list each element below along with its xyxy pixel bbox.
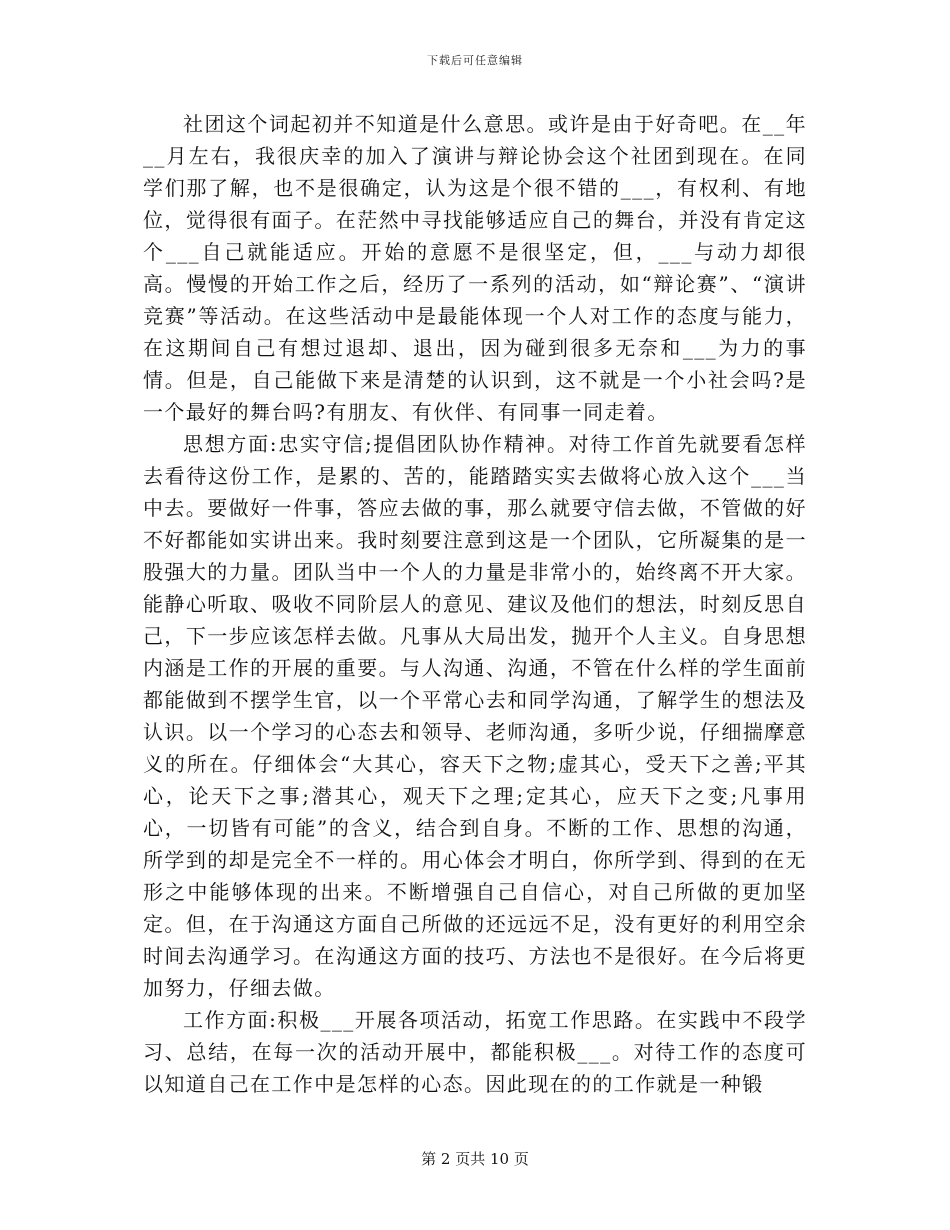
page-header-note: 下载后可任意编辑 [427,54,523,67]
paragraph-club-intro: 社团这个词起初并不知道是什么意思。或许是由于好奇吧。在__年__月左右，我很庆幸的加入了演讲与辩论协会这个社团到现在。在同学们那了解，也不是很确定，认为这是个很不错的___，有权利、有地位，觉得很有面子。在茫然中寻找能够适应自己的舞台，并没有肯定这个___自己就能适应。开始的意愿不是很坚定，但，___与动力却很高。慢慢的开始工作之后，经历了一系列的活动，如“辩论赛”、“演讲竞赛”等活动。在这些活动中是最能体现一个人对工作的态度与能力，在这期间自己有想过退却、退出，因为碰到很多无奈和___为力的事情。但是，自己能做下来是清楚的认识到，这不就是一个小社会吗?是一个最好的舞台吗?有朋友、有伙伴、有同事一同走着。 [143,112,807,424]
paragraph-thinking-aspect: 思想方面:忠实守信;提倡团队协作精神。对待工作首先就要看怎样去看待这份工作，是累的、苦的，能踏踏实实去做将心放入这个___当中去。要做好一件事，答应去做的事，那么就要守信去做，不管做的好不好都能如实讲出来。我时刻要注意到这是一个团队，它所凝集的是一股强大的力量。团队当中一个人的力量是非常小的，始终离不开大家。能静心听取、吸收不同阶层人的意见、建议及他们的想法，时刻反思自己，下一步应该怎样去做。凡事从大局出发，抛开个人主义。自身思想内涵是工作的开展的重要。与人沟通、沟通，不管在什么样的学生面前都能做到不摆学生官，以一个平常心去和同学沟通，了解学生的想法及认识。以一个学习的心态去和领导、老师沟通，多听少说，仔细揣摩意义的所在。仔细体会“大其心，容天下之物;虚其心，受天下之善;平其心，论天下之事;潜其心，观天下之理;定其心，应天下之变;凡事用心，一切皆有可能”的含义，结合到自身。不断的工作、思想的沟通，所学到的却是完全不一样的。用心体会才明白，你所学到、得到的在无形之中能够体现的出来。不断增强自己自信心，对自己所做的更加坚定。但，在于沟通这方面自己所做的还远远不足，没有更好的利用空余时间去沟通学习。在沟通这方面的技巧、方法也不是很好。在今后将更加努力，仔细去做。 [143,432,807,1000]
page-number-footer: 第 2 页共 10 页 [421,1150,529,1168]
document-body [143,108,807,1100]
paragraph-work-aspect: 工作方面:积极___开展各项活动，拓宽工作思路。在实践中不段学习、总结，在每一次的活动开展中，都能积极___。对待工作的态度可以知道自己在工作中是怎样的心态。因此现在的的工作就是一种锻 [143,1008,807,1096]
